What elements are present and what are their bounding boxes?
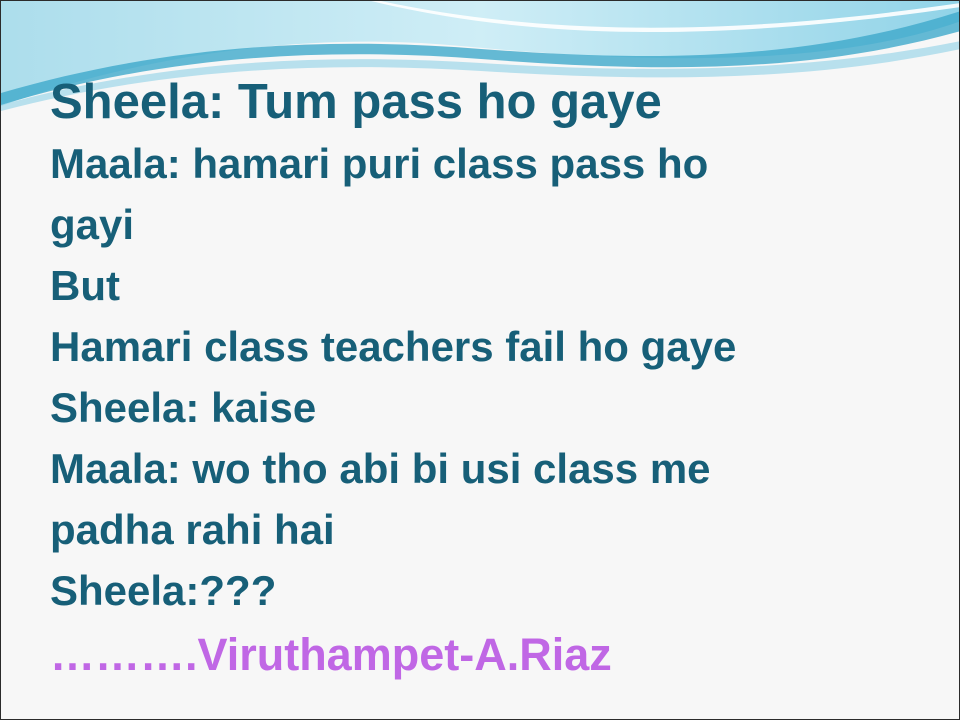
slide-text [50, 71, 930, 685]
dialogue-line: Sheela:??? [50, 567, 277, 614]
dialogue-line: padha rahi hai [50, 506, 335, 553]
dialogue-line: But [50, 262, 120, 309]
dialogue-line: Sheela: kaise [50, 384, 317, 431]
dialogue-line: Hamari class teachers fail ho gaye [50, 323, 737, 370]
dialogue-line: Maala: hamari puri class pass ho [50, 140, 709, 187]
dialogue-line: gayi [50, 201, 135, 248]
title-line: Sheela: Tum pass ho gaye [50, 75, 662, 129]
author-signature: ……….Viruthampet-A.Riaz [50, 629, 612, 680]
dialogue-line: Maala: wo tho abi bi usi class me [50, 445, 711, 492]
